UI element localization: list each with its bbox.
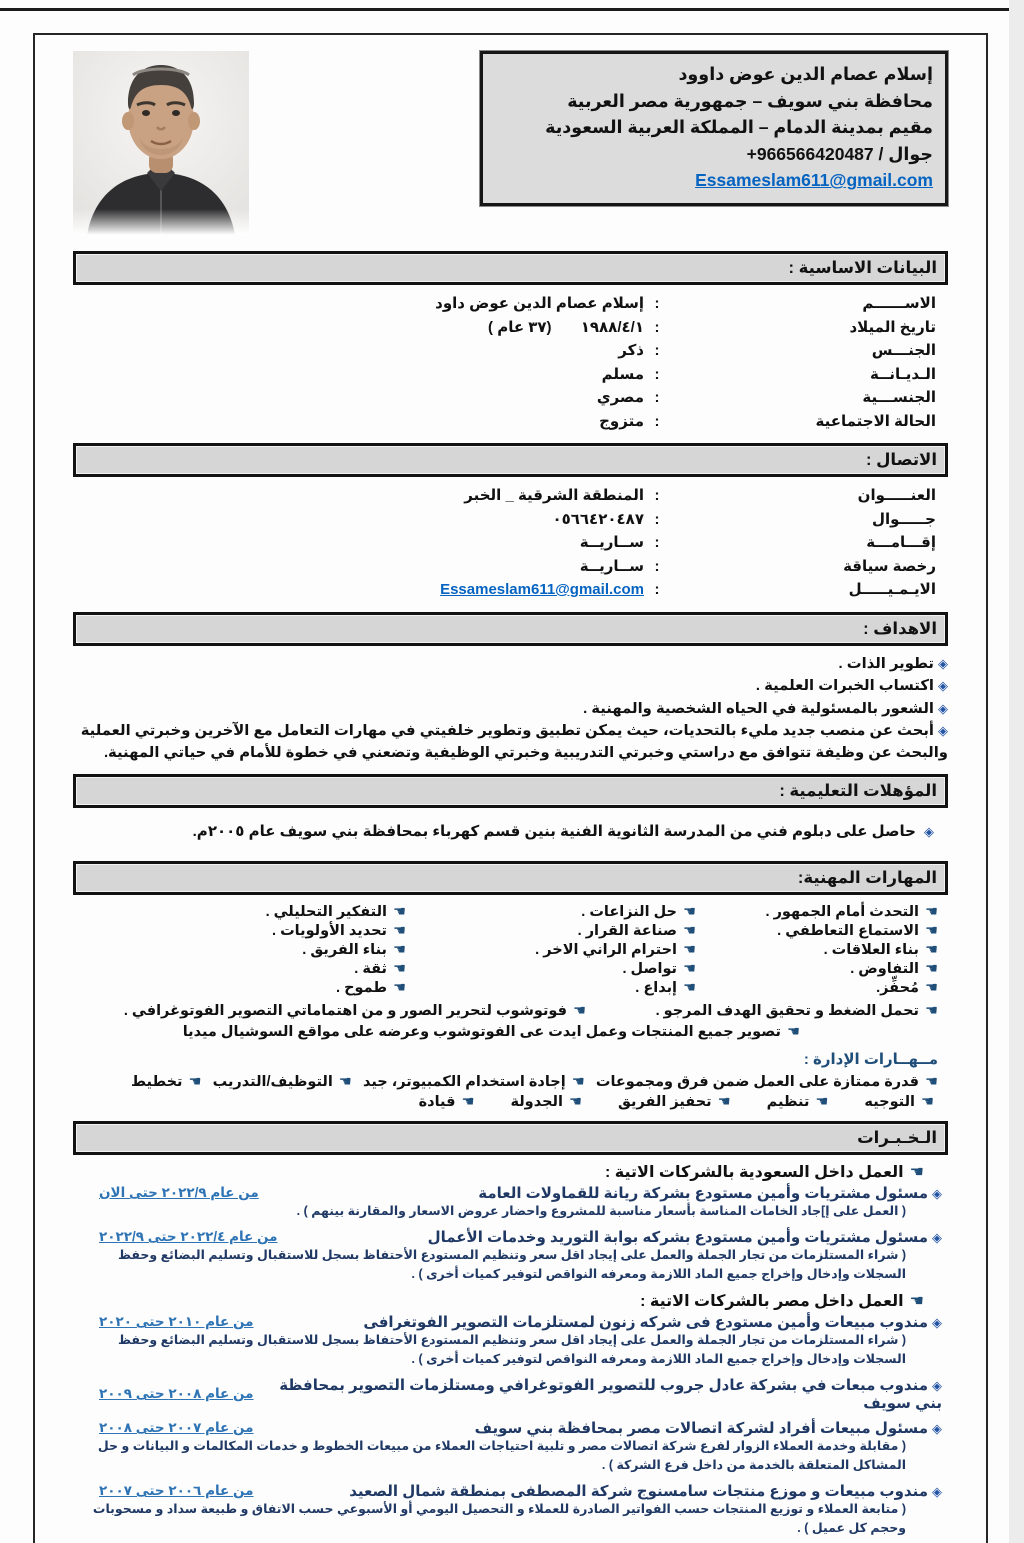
experience-entry — [73, 1228, 948, 1284]
pointing-hand-icon: ☚ — [925, 980, 938, 996]
experience-entry — [73, 1376, 948, 1412]
basic-data-rows — [73, 292, 948, 433]
portrait-illustration — [73, 51, 249, 235]
field-row-residency: إقـــامـــة : ســاريــة — [579, 534, 936, 551]
objective-item: ◈اكتساب الخبرات العلمية . — [755, 678, 948, 694]
skill-item: ☚التوظيف/التدريب — [212, 1074, 352, 1090]
skill-item: ☚تحديد الأولويات . — [272, 923, 406, 939]
job-date-range: من عام ٢٠٢٢/٤ حتى ٢٠٢٢/٩ — [99, 1229, 278, 1244]
experience-entry — [73, 1419, 948, 1475]
job-description: ( مقابلة وخدمة العملاء الزوار لفرع شركة اتصالات مصر و تلبية احتياجات العملاء من مبيعات الخطوط و خدمات المكالمات و البيانات و حل المشاكل المتعلقة بالخدمة من داخل فرع الشركة ) . — [97, 1439, 906, 1472]
pointing-hand-icon: ☚ — [717, 1094, 731, 1110]
job-title: ◈مندوب مبيعات وأمين مستودع فى شركه زنون لمستلزمات التصوير الفوتغرافى — [363, 1314, 942, 1331]
skill-item: ☚بناء العلاقات . — [823, 942, 938, 958]
job-description: ( متابعة العملاء و توزيع المنتجات حسب الفواتير الصادرة للعملاء و التحصيل اليومي أو الأسبوعي حسب الاتفاق و طبيعة سداد و مسحوبات وحجم كل عميل ) . — [92, 1502, 906, 1535]
job-date-range: من عام ٢٠٢٢/٩ حتى الان — [99, 1185, 259, 1200]
pointing-hand-icon: ☚ — [925, 904, 938, 920]
pointing-hand-icon: ☚ — [925, 961, 938, 977]
job-date-range: من عام ٢٠٠٨ حتى ٢٠٠٩ — [99, 1386, 254, 1401]
skill-item: ☚احترام الراني الاخر . — [535, 942, 696, 958]
diamond-bullet-icon: ◈ — [932, 1378, 942, 1393]
pointing-hand-icon: ☚ — [683, 942, 696, 958]
diamond-bullet-icon: ◈ — [938, 655, 948, 671]
field-row-gender: الجنـــس : ذكر — [618, 342, 936, 359]
field-row-birthdate: تاريخ الميلاد : ١٩٨٨/٤/١ (٣٧ عام ) — [488, 318, 936, 336]
diamond-bullet-icon: ◈ — [924, 824, 934, 839]
section-title: البيانات الاساسية : — [788, 259, 937, 277]
diamond-bullet-icon: ◈ — [932, 1230, 942, 1245]
pointing-hand-icon: ☚ — [683, 980, 696, 996]
candidate-phone: جوال / 966566420487+ — [746, 143, 933, 164]
experience-group-heading: ☚العمل داخل مصر بالشركات الاتية : — [640, 1293, 924, 1310]
candidate-name: إسلام عصام الدين عوض داوود — [678, 64, 933, 84]
field-row-nationality: الجنســـية : مصري — [596, 389, 936, 406]
pointing-hand-icon: ☚ — [683, 923, 696, 939]
education-item: ◈حاصل على دبلوم فني من المدرسة الثانوية الفنية بنين قسم كهرباء بمحافظة بني سويف عام ٢٠٠٥م. — [192, 823, 934, 840]
section-header-experience — [73, 1121, 948, 1155]
field-row-name: الاســــــم : إسلام عصام الدين عوض داود — [435, 295, 936, 312]
job-title: ◈مندوب مبعات في بشركة عادل جروب للتصوير الفوتوغرافي ومستلزمات التصوير بمحافظة بني سويف — [279, 1377, 942, 1412]
job-title: ◈مندوب مبيعات و موزع منتجات سامسنوج شركة المصطفى بمنطقة شمال الصعيد — [349, 1483, 942, 1500]
experience-entry — [73, 1482, 948, 1538]
field-row-mobile: جـــــوال : ٠٥٦٦٤٢٠٤٨٧ — [552, 510, 936, 528]
objective-item: ◈الشعور بالمسئولية في الحياه الشخصية والمهنية . — [583, 700, 948, 717]
section-header-objectives — [73, 612, 948, 646]
diamond-bullet-icon: ◈ — [932, 1484, 942, 1499]
section-title: الاهداف : — [863, 619, 937, 638]
header — [73, 51, 948, 235]
section-header-basic-data — [73, 251, 948, 285]
job-description: ( شراء المستلزمات من تجار الجملة والعمل على إيجاد اقل سعر وتنظيم المستودع الأحتفاظ بسجل للاستقبال وتسليم البضائع وحفظ السجلات وإدخال وإخراج جميع الماد اللازمة ومعرفه النواقص لتوفير كميات أخرى ) . — [117, 1333, 906, 1366]
pointing-hand-icon: ☚ — [909, 1293, 924, 1310]
pointing-hand-icon: ☚ — [815, 1094, 829, 1110]
field-row-email: الايـمـيـــــل : Essameslam611@gmail.com — [73, 578, 948, 602]
skill-item: ☚قدرة ممتازة على العمل ضمن فرق ومجموعات — [595, 1074, 938, 1090]
pointing-hand-icon: ☚ — [683, 904, 696, 920]
objective-item: ◈تطوير الذات . — [838, 655, 948, 672]
management-skills-row1 — [73, 1073, 948, 1091]
pointing-hand-icon: ☚ — [925, 1003, 938, 1019]
diamond-bullet-icon: ◈ — [938, 678, 948, 693]
skill-item: ☚التحدث أمام الجمهور . — [765, 904, 938, 920]
pointing-hand-icon: ☚ — [925, 942, 938, 958]
pointing-hand-icon: ☚ — [393, 980, 406, 996]
management-skills-title: مــهــارات الإدارة : — [803, 1051, 938, 1068]
skill-item: ☚الاستماع التعاطفي . — [777, 923, 938, 939]
skill-item: ☚قيادة — [418, 1094, 475, 1110]
skill-item: ☚فوتوشوب لتحرير الصور و من اهتماماتي التصوير الفوتوغرافي . — [123, 1003, 586, 1019]
profile-photo — [73, 51, 249, 235]
skill-item: ☚التوجيه — [864, 1094, 934, 1110]
job-description: ( شراء المستلزمات من تجار الجملة والعمل على إيجاد اقل سعر وتنظيم المستودع الأحتفاظ بسجل للاستقبال وتسليم البضائع وحفظ السجلات وإدخال وإخراج جميع الماد اللازمة ومعرفه النواقص لتوفير كميات أخرى ) . — [117, 1248, 906, 1281]
pointing-hand-icon: ☚ — [909, 1164, 924, 1181]
candidate-location: محافظة بني سويف – جمهورية مصر العربية — [567, 90, 933, 111]
job-title: ◈مسئول مشتريات وأمين مستودع بشركة ريانة للقماولات العامة — [478, 1185, 942, 1202]
skill-item: ☚التفكير التحليلي . — [265, 904, 406, 920]
diamond-bullet-icon: ◈ — [938, 700, 948, 716]
contact-rows — [73, 484, 948, 602]
page-top-rule — [0, 8, 1024, 11]
skill-item: ☚مُحفِّز. — [876, 980, 938, 996]
skills-grid — [73, 902, 948, 998]
diamond-bullet-icon: ◈ — [932, 1315, 942, 1330]
header-email-link[interactable]: Essameslam611@gmail.com — [695, 170, 933, 191]
job-date-range: من عام ٢٠٠٧ حتى ٢٠٠٨ — [99, 1420, 254, 1435]
field-row-religion: الـديـانــة : مسلم — [601, 365, 936, 383]
job-description: ( العمل على إ]جاد الخامات المناسة بأسعار مناسبة للمشروع واحضار عروض الاسعار والمقارنة بينهم ) . — [296, 1204, 906, 1218]
contact-email-link[interactable]: Essameslam611@gmail.com — [440, 581, 644, 598]
field-row-address: العنـــــوان : المنطقة الشرقية _ الخبر — [464, 487, 936, 504]
section-title: الاتصال : — [866, 451, 937, 469]
objective-item: ◈أبحث عن منصب جديد مليء بالتحديات، حيث يمكن تطبيق وتطوير خلفيتي في مهارات التعامل مع الآخرين وخبرتي العملية والبحث عن وظيفة تتوافق مع دراستي وخبرتي التدريبية وخبرتي الوظيفية وتضعني في خطوة للأمام في حياتي المهنية. — [80, 723, 948, 761]
pointing-hand-icon: ☚ — [571, 1074, 585, 1090]
skill-item: ☚صناعة القرار . — [577, 923, 696, 939]
field-row-marital-status: الحالة الاجتماعية : متزوج — [599, 412, 936, 430]
experience-group-egypt — [73, 1291, 948, 1538]
section-title: الـخـبـرات — [857, 1129, 937, 1147]
header-info-box — [480, 51, 948, 206]
skill-item: ☚بناء الفريق . — [302, 942, 406, 958]
diamond-bullet-icon: ◈ — [932, 1186, 942, 1201]
skill-item: ☚تنظيم — [766, 1094, 829, 1110]
skill-item: ☚تواصل . — [622, 961, 696, 977]
pointing-hand-icon: ☚ — [393, 942, 406, 958]
section-header-education — [73, 774, 948, 808]
job-date-range: من عام ٢٠٠٦ حتى ٢٠٠٧ — [99, 1483, 254, 1498]
skill-item: ☚الجدولة — [510, 1094, 582, 1110]
skill-item: ☚تحفيز الفريق — [617, 1094, 731, 1110]
pointing-hand-icon: ☚ — [338, 1074, 352, 1090]
job-title: ◈مسئول مبيعات أفراد لشركة اتصالات مصر بمحافظة بني سويف — [474, 1420, 942, 1437]
pointing-hand-icon: ☚ — [393, 904, 406, 920]
skill-media-line: ☚تصوير جميع المنتجات وعمل ايدت عى الفوتوشوب وعرضه على مواقع السوشيال ميديا — [182, 1024, 800, 1040]
skill-item: ☚حل النزاعات . — [581, 904, 696, 920]
pointing-hand-icon: ☚ — [573, 1003, 586, 1019]
pointing-hand-icon: ☚ — [393, 923, 406, 939]
scan-edge-shadow — [1009, 0, 1024, 1543]
experience-group-heading: ☚العمل داخل السعودية بالشركات الاتية : — [605, 1164, 924, 1181]
management-skills-row2 — [73, 1091, 948, 1111]
candidate-residence: مقيم بمدينة الدمام – المملكة العربية السعودية — [545, 117, 933, 138]
section-title: المؤهلات التعليمية : — [779, 782, 937, 800]
pointing-hand-icon: ☚ — [925, 1074, 938, 1090]
section-header-contact — [73, 443, 948, 477]
diamond-bullet-icon: ◈ — [932, 1421, 942, 1436]
skill-item: ☚طموح . — [336, 980, 406, 996]
diamond-bullet-icon: ◈ — [938, 723, 948, 738]
pointing-hand-icon: ☚ — [925, 923, 938, 939]
objectives-list — [73, 653, 948, 765]
skill-item: ☚التفاوض . — [850, 961, 938, 977]
job-title: ◈مسئول مشتريات وأمين مستودع بشركه بوابة التوريد وخدمات الأعمال — [427, 1229, 942, 1246]
field-row-driving-license: رخصة سياقة : ســاريــة — [579, 557, 936, 575]
pointing-hand-icon: ☚ — [393, 961, 406, 977]
section-header-skills — [73, 861, 948, 895]
experience-entry — [73, 1313, 948, 1369]
pointing-hand-icon: ☚ — [461, 1094, 475, 1110]
pointing-hand-icon: ☚ — [188, 1074, 202, 1090]
skill-item: ☚تخطيط — [131, 1074, 202, 1090]
skill-item: ☚تحمل الضغط و تحقيق الهدف المرجو . — [655, 1003, 938, 1019]
experience-group-saudi — [73, 1162, 948, 1284]
section-title: المهارات المهنية: — [797, 869, 937, 887]
skills-extra-row — [73, 998, 948, 1021]
job-date-range: من عام ٢٠١٠ حتى ٢٠٢٠ — [99, 1314, 254, 1329]
skill-item: ☚إجادة استخدام الكمبيوتر، جيد — [362, 1074, 585, 1090]
pointing-hand-icon: ☚ — [921, 1094, 934, 1110]
skill-item: ☚ثقة . — [354, 961, 406, 977]
pointing-hand-icon: ☚ — [683, 961, 696, 977]
experience-entry — [73, 1184, 948, 1221]
pointing-hand-icon: ☚ — [787, 1024, 800, 1040]
skill-item: ☚إبداع . — [635, 980, 696, 996]
pointing-hand-icon: ☚ — [568, 1094, 582, 1110]
page-frame — [33, 33, 988, 1543]
